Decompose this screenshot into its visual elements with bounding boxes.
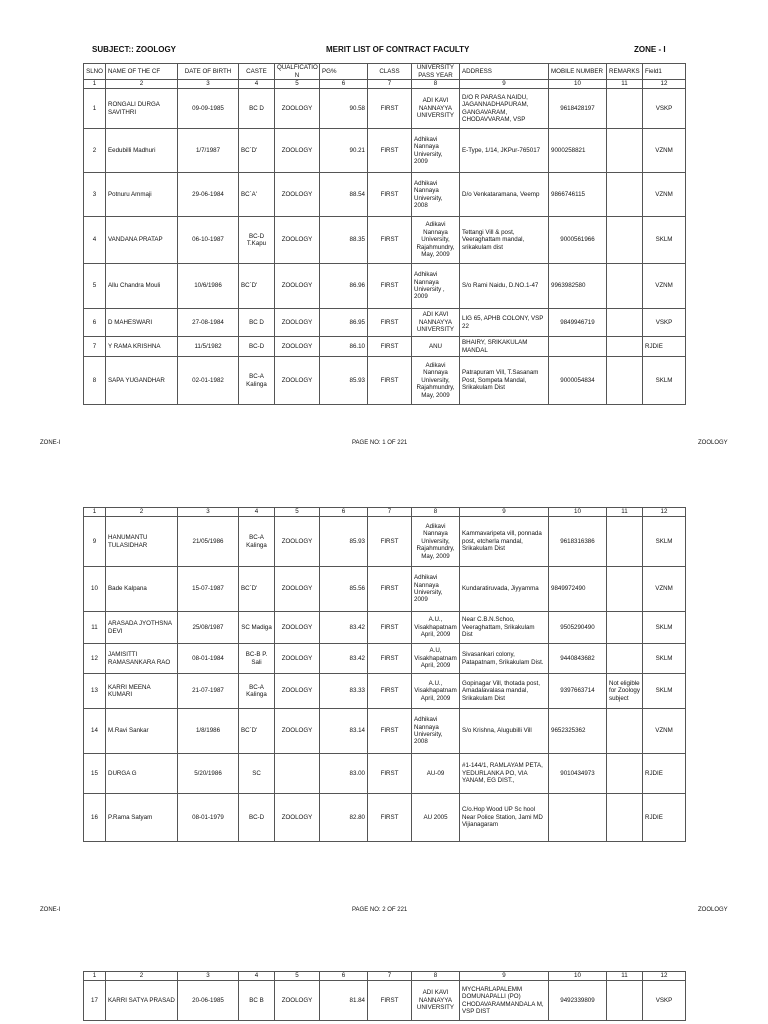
field1-cell: VSKP xyxy=(643,89,686,129)
col-number: 9 xyxy=(460,508,549,517)
class-cell: FIRST xyxy=(368,981,412,1021)
university-cell: Adhikavi Nannaya University, 2009 xyxy=(412,567,460,612)
col-number: 11 xyxy=(607,508,643,517)
university-cell: Adikavi Nannaya University, Rajahmundry, May, 2009 xyxy=(412,357,460,405)
name-cell: Eedubilli Madhuri xyxy=(106,129,178,173)
col-number: 8 xyxy=(412,80,460,89)
col-number: 4 xyxy=(239,972,275,981)
col-number: 10 xyxy=(549,508,607,517)
name-cell: M.Ravi Sankar xyxy=(106,709,178,754)
name-cell: D MAHESWARI xyxy=(106,309,178,337)
name-cell: KARRI MEENA KUMARI xyxy=(106,674,178,709)
table-row xyxy=(84,517,686,567)
dob-cell: 29-06-1984 xyxy=(178,173,239,217)
qualification-cell: ZOOLOGY xyxy=(275,517,320,567)
dob-cell: 20-06-1985 xyxy=(178,981,239,1021)
name-cell: KARRI SATYA PRASAD xyxy=(106,981,178,1021)
class-cell: FIRST xyxy=(368,173,412,217)
col-number: 1 xyxy=(84,972,106,981)
column-number-row xyxy=(84,508,686,517)
table-row xyxy=(84,981,686,1021)
address-cell: LIG 65, APHB COLONY, VSP 22 xyxy=(460,309,549,337)
table-row xyxy=(84,644,686,674)
footer-zone: ZONE-I xyxy=(40,907,61,913)
mobile-cell: 9492339809 xyxy=(549,981,607,1021)
name-cell: Potnuru Ammaji xyxy=(106,173,178,217)
table-row xyxy=(84,674,686,709)
table-row xyxy=(84,337,686,357)
field1-cell: SKLM xyxy=(643,612,686,644)
address-cell: Near C.B.N.Schoo, Veeraghattam, Srikakulam Dist xyxy=(460,612,549,644)
caste-cell: BC-D xyxy=(239,794,275,842)
table-row xyxy=(84,709,686,754)
caste-cell: BC`D' xyxy=(239,264,275,309)
qualification-cell: ZOOLOGY xyxy=(275,264,320,309)
col-number: 3 xyxy=(178,972,239,981)
pg-percent-cell: 88.35 xyxy=(320,217,368,264)
university-cell: ADI KAVI NANNAYYA UNIVERSITY xyxy=(412,309,460,337)
remarks-cell xyxy=(607,754,643,794)
slno-cell: 15 xyxy=(84,754,106,794)
col-header: NAME OF THE CF xyxy=(106,64,178,80)
caste-cell: BC D xyxy=(239,89,275,129)
slno-cell: 3 xyxy=(84,173,106,217)
address-cell: Kammavaripeta vill, ponnada post, etcherla mandal, Srikakulam Dist xyxy=(460,517,549,567)
qualification-cell: ZOOLOGY xyxy=(275,337,320,357)
class-cell: FIRST xyxy=(368,709,412,754)
address-cell: MYCHARLAPALEMM DOMUNAPALLI (PO) CHODAVARAMMANDALA M, VSP DIST xyxy=(460,981,549,1021)
footer-page-number: PAGE NO: 2 OF 221 xyxy=(352,907,408,913)
qualification-cell: ZOOLOGY xyxy=(275,309,320,337)
table-row xyxy=(84,612,686,644)
field1-cell: VZNM xyxy=(643,173,686,217)
pg-percent-cell: 83.14 xyxy=(320,709,368,754)
mobile-cell: 9618316386 xyxy=(549,517,607,567)
address-cell: S/o Krishna, Alugubilli Vill xyxy=(460,709,549,754)
university-cell: AU-09 xyxy=(412,754,460,794)
col-number: 10 xyxy=(549,972,607,981)
qualification-cell: ZOOLOGY xyxy=(275,89,320,129)
field1-cell: VSKP xyxy=(643,981,686,1021)
field1-cell: VZNM xyxy=(643,567,686,612)
dob-cell: 15-07-1987 xyxy=(178,567,239,612)
pg-percent-cell: 83.42 xyxy=(320,612,368,644)
qualification-cell: ZOOLOGY xyxy=(275,709,320,754)
field1-cell: VZNM xyxy=(643,129,686,173)
address-cell: Patrapuram Vill, T.Sasanam Post, Sompeta Mandal, Srikakulam Dist xyxy=(460,357,549,405)
slno-cell: 14 xyxy=(84,709,106,754)
caste-cell: BC-D T.Kapu xyxy=(239,217,275,264)
table-row xyxy=(84,217,686,264)
dob-cell: 02-01-1982 xyxy=(178,357,239,405)
mobile-cell: 9849972490 xyxy=(549,567,607,612)
university-cell: Adhikavi Nannaya University, 2008 xyxy=(412,709,460,754)
qualification-cell: ZOOLOGY xyxy=(275,567,320,612)
university-cell: AU 2005 xyxy=(412,794,460,842)
col-number: 3 xyxy=(178,508,239,517)
col-number: 2 xyxy=(106,972,178,981)
col-number: 7 xyxy=(368,80,412,89)
university-cell: Adhikavi Nannaya University, 2008 xyxy=(412,173,460,217)
pg-percent-cell: 85.93 xyxy=(320,357,368,405)
col-number: 7 xyxy=(368,972,412,981)
name-cell: ARASADA JYOTHSNA DEVI xyxy=(106,612,178,644)
remarks-cell xyxy=(607,264,643,309)
col-number: 6 xyxy=(320,508,368,517)
remarks-cell xyxy=(607,612,643,644)
address-cell: S/o Rami Naidu, D.NO.1-47 xyxy=(460,264,549,309)
mobile-cell: 9618428197 xyxy=(549,89,607,129)
slno-cell: 8 xyxy=(84,357,106,405)
col-number: 5 xyxy=(275,972,320,981)
remarks-cell xyxy=(607,517,643,567)
class-cell: FIRST xyxy=(368,309,412,337)
mobile-cell: 9000258821 xyxy=(549,129,607,173)
slno-cell: 17 xyxy=(84,981,106,1021)
mobile-cell xyxy=(549,337,607,357)
pg-percent-cell: 83.00 xyxy=(320,754,368,794)
class-cell: FIRST xyxy=(368,794,412,842)
mobile-cell: 9866746115 xyxy=(549,173,607,217)
slno-cell: 10 xyxy=(84,567,106,612)
remarks-cell xyxy=(607,644,643,674)
class-cell: FIRST xyxy=(368,89,412,129)
name-cell: VANDANA PRATAP xyxy=(106,217,178,264)
name-cell: DURGA G xyxy=(106,754,178,794)
table-row xyxy=(84,264,686,309)
class-cell: FIRST xyxy=(368,129,412,173)
address-cell: #1-144/1, RAMLAYAM PETA, YEDURLANKA PO, VIA YANAM, EG DIST., xyxy=(460,754,549,794)
caste-cell: BC-A Kalinga xyxy=(239,674,275,709)
university-cell: ADI KAVI NANNAYYA UNIVERSITY xyxy=(412,89,460,129)
qualification-cell: ZOOLOGY xyxy=(275,357,320,405)
university-cell: Adikavi Nannaya University, Rajahmundry, May, 2009 xyxy=(412,217,460,264)
dob-cell: 09-09-1985 xyxy=(178,89,239,129)
qualification-cell: ZOOLOGY xyxy=(275,129,320,173)
col-number: 6 xyxy=(320,80,368,89)
university-cell: ANU xyxy=(412,337,460,357)
slno-cell: 5 xyxy=(84,264,106,309)
remarks-cell xyxy=(607,357,643,405)
mobile-cell: 9849946719 xyxy=(549,309,607,337)
slno-cell: 11 xyxy=(84,612,106,644)
name-cell: Allu Chandra Mouli xyxy=(106,264,178,309)
col-header: Field1 xyxy=(643,64,686,80)
field1-cell: SKLM xyxy=(643,674,686,709)
column-number-row xyxy=(84,972,686,981)
pg-percent-cell: 88.54 xyxy=(320,173,368,217)
field1-cell: SKLM xyxy=(643,517,686,567)
university-cell: Adikavi Nannaya University, Rajahmundry, May, 2009 xyxy=(412,517,460,567)
qualification-cell: ZOOLOGY xyxy=(275,674,320,709)
university-cell: A.U, Visakhapatnam April, 2009 xyxy=(412,644,460,674)
remarks-cell xyxy=(607,709,643,754)
caste-cell: BC-A Kalinga xyxy=(239,357,275,405)
dob-cell: 1/7/1987 xyxy=(178,129,239,173)
slno-cell: 2 xyxy=(84,129,106,173)
name-cell: JAMISITTI RAMASANKARA RAO xyxy=(106,644,178,674)
col-number: 5 xyxy=(275,508,320,517)
mobile-cell: 9000054834 xyxy=(549,357,607,405)
slno-cell: 4 xyxy=(84,217,106,264)
table-row xyxy=(84,357,686,405)
remarks-cell xyxy=(607,217,643,264)
class-cell: FIRST xyxy=(368,644,412,674)
table-row xyxy=(84,794,686,842)
col-number: 4 xyxy=(239,508,275,517)
field1-cell: VZNM xyxy=(643,709,686,754)
field1-cell: VSKP xyxy=(643,309,686,337)
address-cell: Sivasankari colony, Patapatnam, Srikakulam Dist. xyxy=(460,644,549,674)
col-number: 12 xyxy=(643,80,686,89)
pg-percent-cell: 90.21 xyxy=(320,129,368,173)
col-number: 5 xyxy=(275,80,320,89)
dob-cell: 21-07-1987 xyxy=(178,674,239,709)
pg-percent-cell: 86.95 xyxy=(320,309,368,337)
pg-percent-cell: 82.80 xyxy=(320,794,368,842)
class-cell: FIRST xyxy=(368,217,412,264)
col-number: 9 xyxy=(460,80,549,89)
address-cell: D/O R PARASA NAIDU, JAGANNADHAPURAM, GANGAVARAM, CHODAVVARAM, VSP xyxy=(460,89,549,129)
col-header: PG% xyxy=(320,64,368,80)
col-number: 7 xyxy=(368,508,412,517)
col-number: 12 xyxy=(643,508,686,517)
dob-cell: 06-10-1987 xyxy=(178,217,239,264)
mobile-cell: 9397663714 xyxy=(549,674,607,709)
col-number: 8 xyxy=(412,508,460,517)
address-cell: Kundaratiruvada, Jiyyamma xyxy=(460,567,549,612)
class-cell: FIRST xyxy=(368,357,412,405)
caste-cell: BC`A' xyxy=(239,173,275,217)
table-row xyxy=(84,754,686,794)
address-cell: Tettangi Vill & post, Veeraghattam mandal, srikakulam dist xyxy=(460,217,549,264)
slno-cell: 1 xyxy=(84,89,106,129)
address-cell: E-Type, 1/14, JKPur-765017 xyxy=(460,129,549,173)
col-number: 4 xyxy=(239,80,275,89)
caste-cell: SC xyxy=(239,754,275,794)
university-cell: A.U., Visakhapatnam April, 2009 xyxy=(412,674,460,709)
name-cell: HANUMANTU TULASIDHAR xyxy=(106,517,178,567)
pg-percent-cell: 81.84 xyxy=(320,981,368,1021)
zone-label: ZONE - I xyxy=(634,45,666,54)
mobile-cell: 9505290490 xyxy=(549,612,607,644)
pg-percent-cell: 86.10 xyxy=(320,337,368,357)
dob-cell: 1/8/1986 xyxy=(178,709,239,754)
mobile-cell: 9010434973 xyxy=(549,754,607,794)
class-cell: FIRST xyxy=(368,264,412,309)
pg-percent-cell: 85.56 xyxy=(320,567,368,612)
mobile-cell: 9652325362 xyxy=(549,709,607,754)
remarks-cell xyxy=(607,567,643,612)
name-cell: P.Rama Satyam xyxy=(106,794,178,842)
remarks-cell xyxy=(607,173,643,217)
qualification-cell: ZOOLOGY xyxy=(275,217,320,264)
col-number: 2 xyxy=(106,508,178,517)
col-header: CASTE xyxy=(239,64,275,80)
name-cell: Bade Kalpana xyxy=(106,567,178,612)
field1-cell: SKLM xyxy=(643,217,686,264)
dob-cell: 21/05/1986 xyxy=(178,517,239,567)
col-number: 11 xyxy=(607,80,643,89)
remarks-cell xyxy=(607,981,643,1021)
col-number: 11 xyxy=(607,972,643,981)
col-number: 3 xyxy=(178,80,239,89)
mobile-cell: 9000561966 xyxy=(549,217,607,264)
col-header: SLNO xyxy=(84,64,106,80)
mobile-cell xyxy=(549,794,607,842)
pg-percent-cell: 90.58 xyxy=(320,89,368,129)
caste-cell: BC`D' xyxy=(239,709,275,754)
university-cell: Adhikavi Nannaya University, 2009 xyxy=(412,129,460,173)
field1-cell: SKLM xyxy=(643,644,686,674)
caste-cell: BC D xyxy=(239,309,275,337)
qualification-cell xyxy=(275,754,320,794)
slno-cell: 9 xyxy=(84,517,106,567)
slno-cell: 6 xyxy=(84,309,106,337)
col-number: 8 xyxy=(412,972,460,981)
qualification-cell: ZOOLOGY xyxy=(275,794,320,842)
column-header-row xyxy=(84,64,686,80)
document-title: MERIT LIST OF CONTRACT FACULTY xyxy=(326,45,470,54)
dob-cell: 11/5/1982 xyxy=(178,337,239,357)
slno-cell: 12 xyxy=(84,644,106,674)
table-row xyxy=(84,173,686,217)
col-header: ADDRESS xyxy=(460,64,549,80)
pg-percent-cell: 86.96 xyxy=(320,264,368,309)
class-cell: FIRST xyxy=(368,612,412,644)
remarks-cell: Not eligible for Zoology subject xyxy=(607,674,643,709)
name-cell: RONGALI DURGA SAVITHRI xyxy=(106,89,178,129)
address-cell: D/o Venkataramana, Veemp xyxy=(460,173,549,217)
footer-zone: ZONE-I xyxy=(40,440,61,446)
merit-table-page-3 xyxy=(83,971,686,1021)
dob-cell: 08-01-1979 xyxy=(178,794,239,842)
col-header: QUALFICATIO N xyxy=(275,64,320,80)
pg-percent-cell: 83.42 xyxy=(320,644,368,674)
university-cell: A.U., Visakhapatnam April, 2009 xyxy=(412,612,460,644)
mobile-cell: 9440843682 xyxy=(549,644,607,674)
qualification-cell: ZOOLOGY xyxy=(275,173,320,217)
table-row xyxy=(84,89,686,129)
table-row xyxy=(84,129,686,173)
slno-cell: 16 xyxy=(84,794,106,842)
column-number-row xyxy=(84,80,686,89)
caste-cell: BC`D' xyxy=(239,567,275,612)
qualification-cell: ZOOLOGY xyxy=(275,644,320,674)
remarks-cell xyxy=(607,794,643,842)
pg-percent-cell: 85.93 xyxy=(320,517,368,567)
col-number: 10 xyxy=(549,80,607,89)
col-header: CLASS xyxy=(368,64,412,80)
class-cell: FIRST xyxy=(368,754,412,794)
caste-cell: BC B xyxy=(239,981,275,1021)
mobile-cell: 9963982580 xyxy=(549,264,607,309)
caste-cell: BC-B P. Sali xyxy=(239,644,275,674)
footer-subject: ZOOLOGY xyxy=(698,440,728,446)
dob-cell: 10/6/1986 xyxy=(178,264,239,309)
field1-cell: SKLM xyxy=(643,357,686,405)
dob-cell: 08-01-1984 xyxy=(178,644,239,674)
caste-cell: SC Madiga xyxy=(239,612,275,644)
field1-cell: RJDIE xyxy=(643,794,686,842)
col-number: 12 xyxy=(643,972,686,981)
university-cell: Adhikavi Nannaya University , 2009 xyxy=(412,264,460,309)
field1-cell: RJDIE xyxy=(643,754,686,794)
caste-cell: BC`D' xyxy=(239,129,275,173)
col-number: 1 xyxy=(84,508,106,517)
name-cell: Y RAMA KRISHNA xyxy=(106,337,178,357)
footer-page-number: PAGE NO: 1 OF 221 xyxy=(352,440,408,446)
remarks-cell xyxy=(607,309,643,337)
class-cell: FIRST xyxy=(368,567,412,612)
qualification-cell: ZOOLOGY xyxy=(275,612,320,644)
university-cell: ADI KAVI NANNAYYA UNIVERSITY xyxy=(412,981,460,1021)
class-cell: FIRST xyxy=(368,674,412,709)
dob-cell: 5/20/1986 xyxy=(178,754,239,794)
qualification-cell: ZOOLOGY xyxy=(275,981,320,1021)
class-cell: FIRST xyxy=(368,337,412,357)
dob-cell: 27-08-1984 xyxy=(178,309,239,337)
table-row xyxy=(84,309,686,337)
footer-subject: ZOOLOGY xyxy=(698,907,728,913)
field1-cell: RJDIE xyxy=(643,337,686,357)
address-cell: BHAIRY, SRIKAKULAM MANDAL xyxy=(460,337,549,357)
col-number: 1 xyxy=(84,80,106,89)
col-number: 6 xyxy=(320,972,368,981)
address-cell: Gopinagar Vill, thotada post, Amadalavalasa mandal, Srikakulam Dist xyxy=(460,674,549,709)
remarks-cell xyxy=(607,129,643,173)
field1-cell: VZNM xyxy=(643,264,686,309)
subject-label: SUBJECT:: ZOOLOGY xyxy=(92,45,177,54)
slno-cell: 13 xyxy=(84,674,106,709)
remarks-cell xyxy=(607,89,643,129)
col-number: 2 xyxy=(106,80,178,89)
col-header: REMARKS xyxy=(607,64,643,80)
remarks-cell xyxy=(607,337,643,357)
col-header: MOBILE NUMBER xyxy=(549,64,607,80)
pg-percent-cell: 83.33 xyxy=(320,674,368,709)
caste-cell: BC-A Kalinga xyxy=(239,517,275,567)
dob-cell: 25/08/1987 xyxy=(178,612,239,644)
col-header: UNIVERSITY PASS YEAR xyxy=(412,64,460,80)
name-cell: SAPA YUGANDHAR xyxy=(106,357,178,405)
class-cell: FIRST xyxy=(368,517,412,567)
address-cell: C/o.Hop Wood UP Sc hool Near Police Station, Jami MD Vijianagaram xyxy=(460,794,549,842)
merit-table-page-2 xyxy=(83,507,686,842)
col-header: DATE OF BIRTH xyxy=(178,64,239,80)
table-row xyxy=(84,567,686,612)
col-number: 9 xyxy=(460,972,549,981)
caste-cell: BC-D xyxy=(239,337,275,357)
slno-cell: 7 xyxy=(84,337,106,357)
merit-table-page-1 xyxy=(83,63,686,405)
